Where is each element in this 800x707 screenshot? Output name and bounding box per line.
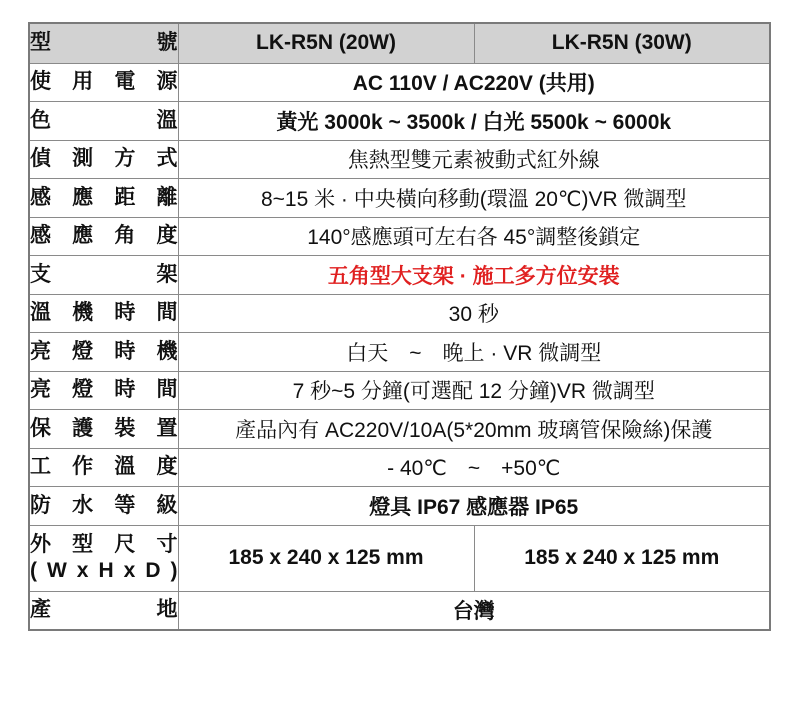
label-waterproof-rating: 防 水 等 級 [29, 487, 178, 526]
header-model-30w: LK-R5N (30W) [474, 23, 770, 63]
spec-sheet [28, 22, 800, 631]
header-model-20w: LK-R5N (20W) [178, 23, 474, 63]
value-dimensions-30w: 185 x 240 x 125 mm [474, 525, 770, 591]
row-lighting-duration [29, 371, 770, 410]
label-operating-temperature: 工 作 溫 度 [29, 448, 178, 487]
row-warmup-time [29, 294, 770, 333]
label-sensing-angle: 感 應 角 度 [29, 217, 178, 256]
value-color-temperature: 黃光 3000k ~ 3500k / 白光 5500k ~ 6000k [178, 102, 770, 141]
row-sensing-distance [29, 179, 770, 218]
value-dimensions-20w: 185 x 240 x 125 mm [178, 525, 474, 591]
value-power-source: AC 110V / AC220V (共用) [178, 63, 770, 102]
header-row [29, 23, 770, 63]
value-protection-device: 產品內有 AC220V/10A(5*20mm 玻璃管保險絲)保護 [178, 410, 770, 449]
value-warmup-time: 30 秒 [178, 294, 770, 333]
label-sensing-distance: 感 應 距 離 [29, 179, 178, 218]
value-lighting-timing: 白天 ~ 晚上 · VR 微調型 [178, 333, 770, 372]
row-dimensions [29, 525, 770, 591]
spec-table [28, 22, 771, 631]
label-dimensions-line1: 外 型 尺 寸 [30, 532, 178, 556]
row-power-source [29, 63, 770, 102]
row-sensing-angle [29, 217, 770, 256]
row-protection-device [29, 410, 770, 449]
row-color-temperature [29, 102, 770, 141]
label-lighting-duration: 亮 燈 時 間 [29, 371, 178, 410]
value-bracket: 五角型大支架 · 施工多方位安裝 [178, 256, 770, 295]
row-detection-method [29, 140, 770, 179]
label-dimensions-line2: ( W x H x D ) [30, 559, 178, 582]
value-operating-temperature: - 40℃ ~ +50℃ [178, 448, 770, 487]
value-waterproof-rating: 燈具 IP67 感應器 IP65 [178, 487, 770, 526]
value-origin: 台灣 [178, 591, 770, 630]
value-lighting-duration: 7 秒~5 分鐘(可選配 12 分鐘)VR 微調型 [178, 371, 770, 410]
label-lighting-timing: 亮 燈 時 機 [29, 333, 178, 372]
value-detection-method: 焦熱型雙元素被動式紅外線 [178, 140, 770, 179]
label-dimensions [29, 525, 178, 591]
row-operating-temperature [29, 448, 770, 487]
label-power-source: 使 用 電 源 [29, 63, 178, 102]
label-detection-method: 偵 測 方 式 [29, 140, 178, 179]
row-bracket [29, 256, 770, 295]
value-sensing-angle: 140°感應頭可左右各 45°調整後鎖定 [178, 217, 770, 256]
row-waterproof-rating [29, 487, 770, 526]
label-warmup-time: 溫 機 時 間 [29, 294, 178, 333]
header-label-model: 型 號 [29, 23, 178, 63]
label-color-temperature: 色 溫 [29, 102, 178, 141]
label-origin: 產 地 [29, 591, 178, 630]
row-origin [29, 591, 770, 630]
value-sensing-distance: 8~15 米 · 中央橫向移動(環溫 20℃)VR 微調型 [178, 179, 770, 218]
label-protection-device: 保 護 裝 置 [29, 410, 178, 449]
row-lighting-timing [29, 333, 770, 372]
label-bracket: 支 架 [29, 256, 178, 295]
